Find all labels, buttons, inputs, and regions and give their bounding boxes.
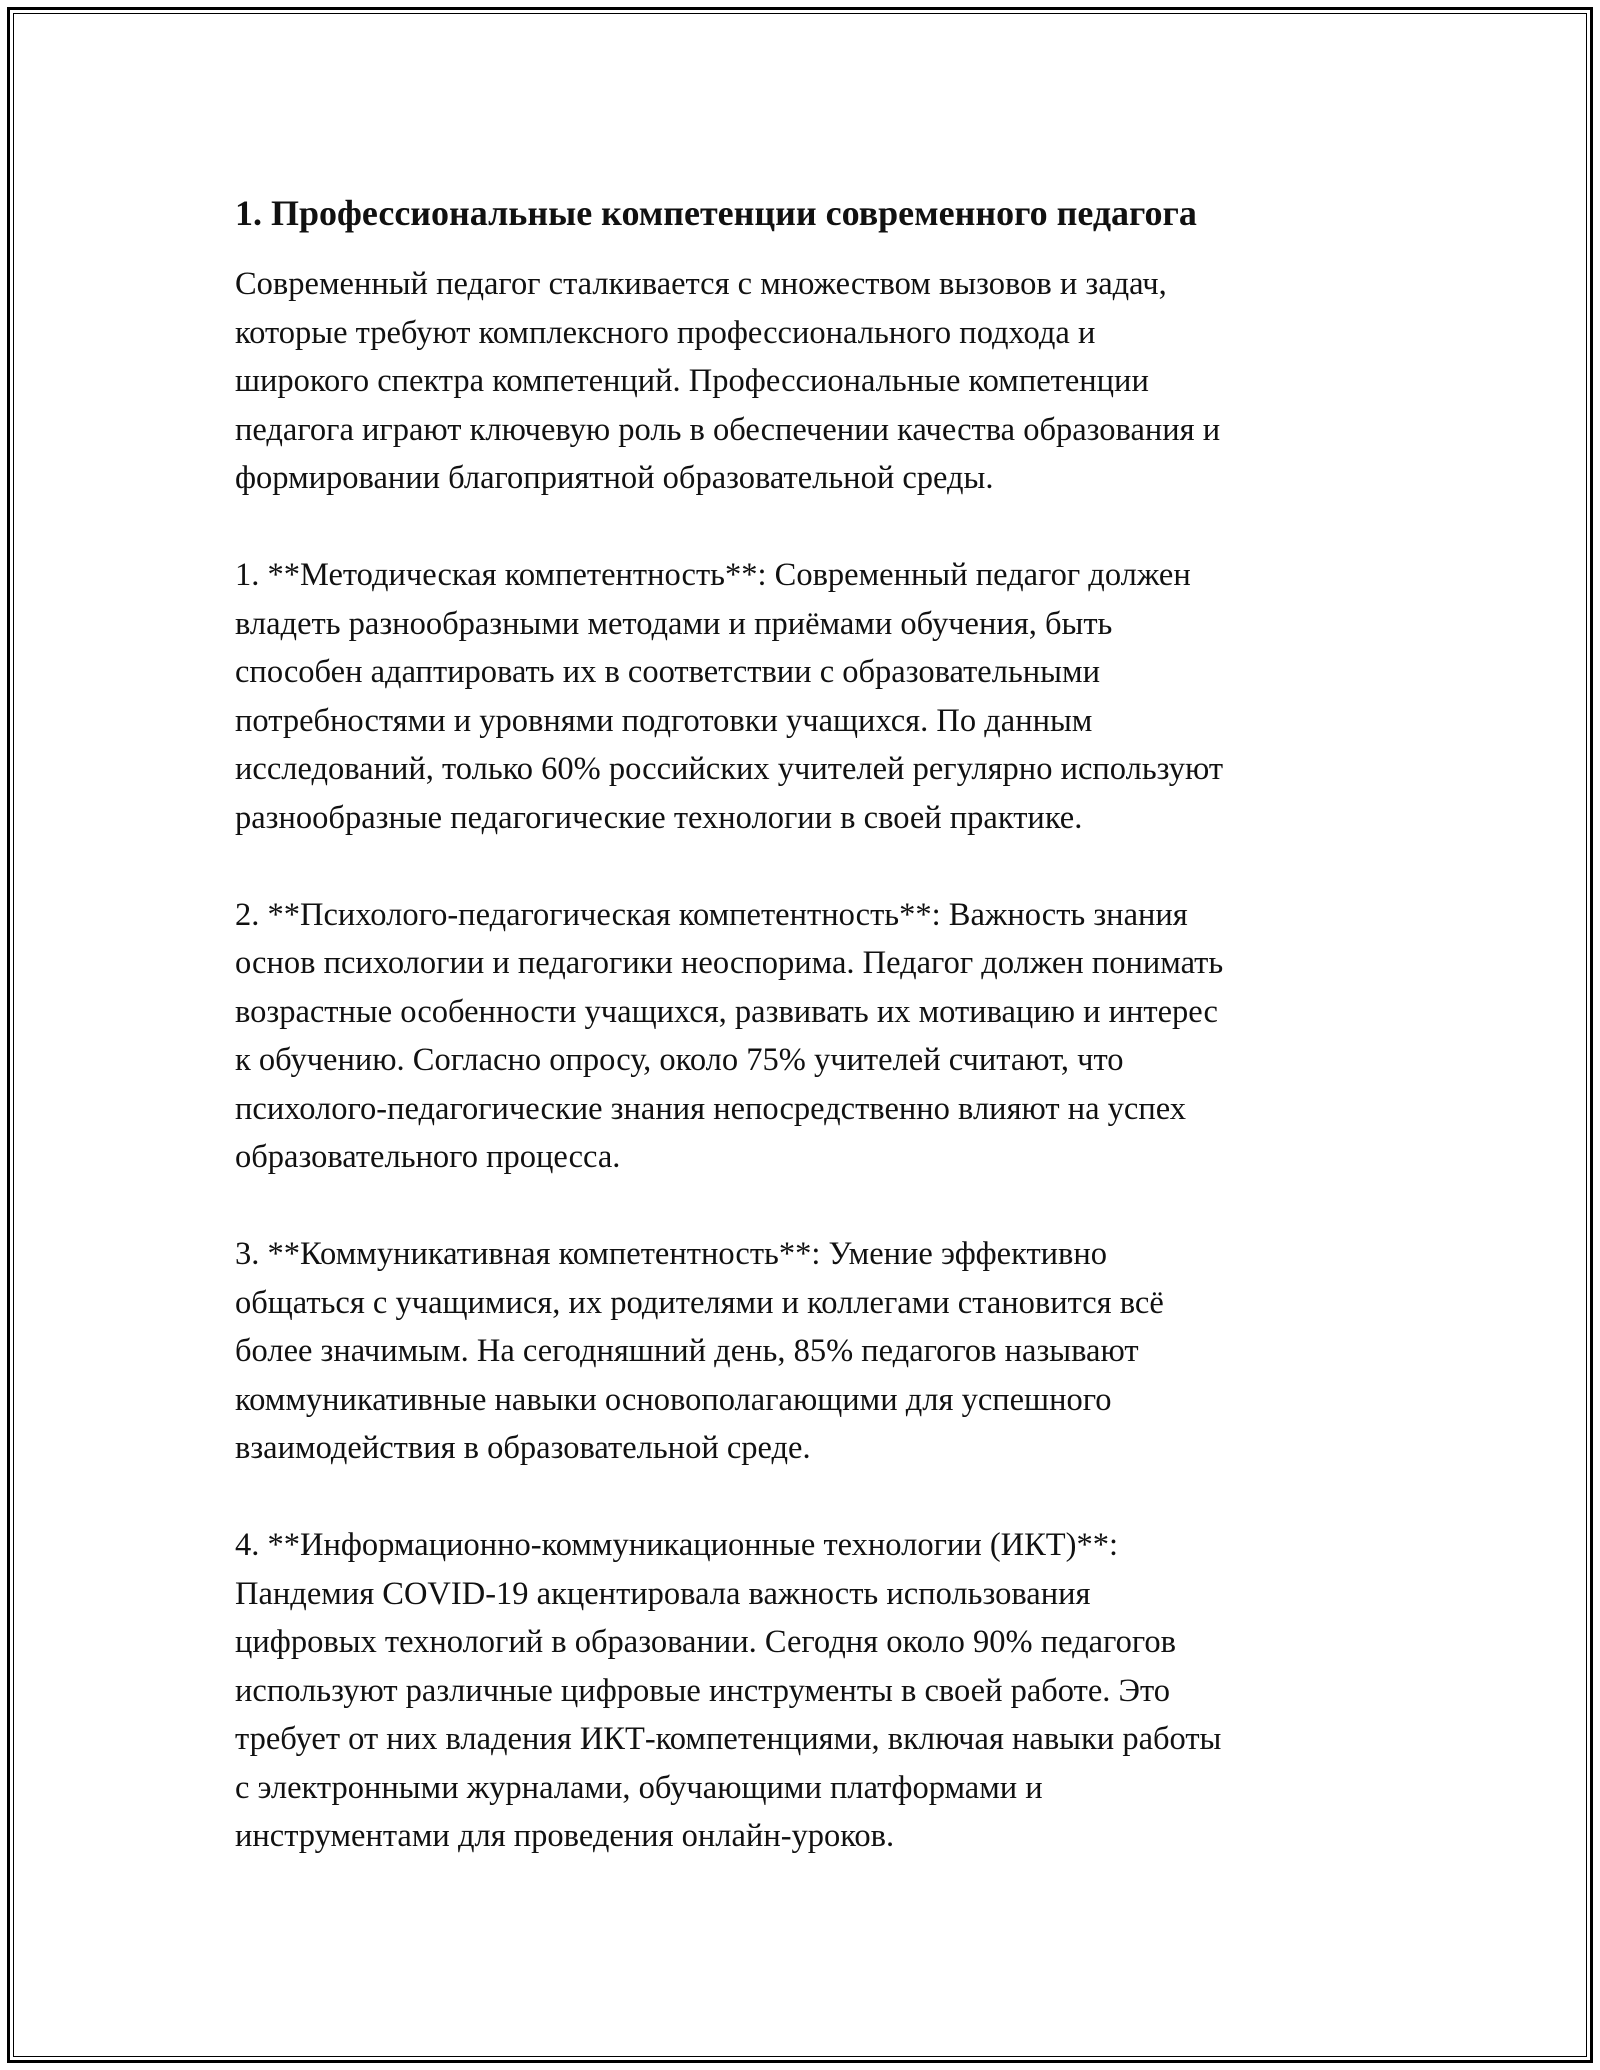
text-line: с электронными журналами, обучающими платформами и [235,1769,1043,1806]
text-line: 2. **Психолого-педагогическая компетентность**: Важность знания [235,896,1188,933]
text-line: формировании благоприятной образовательной среды. [235,460,994,496]
text-line: более значимым. На сегодняшний день, 85% педагогов называют [235,1333,1139,1369]
document-body [235,188,1375,1909]
text-line: психолого-педагогические знания непосредственно влияют на успех [235,1090,1186,1127]
text-line: цифровых технологий в образовании. Сегодня около 90% педагогов [235,1624,1176,1660]
text-line: взаимодействия в образовательной среде. [235,1430,811,1466]
paragraph-methodical-competence [235,551,1375,842]
text-line: образовательного процесса. [235,1139,621,1175]
text-line: Современный педагог сталкивается с множеством вызовов и задач, [235,266,1167,302]
text-line: способен адаптировать их в соответствии с образовательными [235,654,1100,690]
text-line: 3. **Коммуникативная компетентность**: Умение эффективно [235,1236,1108,1272]
text-line: общаться с учащимися, их родителями и коллегами становится всё [235,1284,1164,1321]
text-line: 4. **Информационно-коммуникационные технологии (ИКТ)**: [235,1527,1119,1563]
text-line: возрастные особенности учащихся, развивать их мотивацию и интерес [235,993,1218,1030]
text-line: используют различные цифровые инструменты в своей работе. Это [235,1672,1170,1709]
text-line: 1. **Методическая компетентность**: Современный педагог должен [235,557,1191,593]
text-line: Пандемия COVID-19 акцентировала важность использования [235,1575,1091,1612]
section-title: 1. Профессиональные компетенции современного педагога [235,193,1197,233]
text-line: требует от них владения ИКТ-компетенциями, включая навыки работы [235,1721,1222,1757]
text-line: потребностями и уровнями подготовки учащихся. По данным [235,702,1093,739]
text-line: педагога играют ключевую роль в обеспечении качества образования и [235,411,1221,448]
text-line: разнообразные педагогические технологии в своей практике. [235,799,1083,836]
paragraph-psychological-competence [235,891,1375,1182]
text-line: владеть разнообразными методами и приёмами обучения, быть [235,605,1113,642]
paragraph-ict-competence [235,1521,1375,1861]
text-line: к обучению. Согласно опросу, около 75% учителей считают, что [235,1042,1124,1078]
intro-paragraph [235,260,1375,503]
text-line: коммуникативные навыки основополагающими для успешного [235,1381,1112,1418]
text-line: инструментами для проведения онлайн-уроков. [235,1818,895,1854]
paragraph-communicative-competence [235,1230,1375,1473]
text-line: исследований, только 60% российских учителей регулярно используют [235,751,1224,787]
text-line: основ психологии и педагогики неоспорима. Педагог должен понимать [235,945,1224,981]
text-line: которые требуют комплексного профессионального подхода и [235,314,1096,351]
text-line: широкого спектра компетенций. Профессиональные компетенции [235,363,1149,399]
